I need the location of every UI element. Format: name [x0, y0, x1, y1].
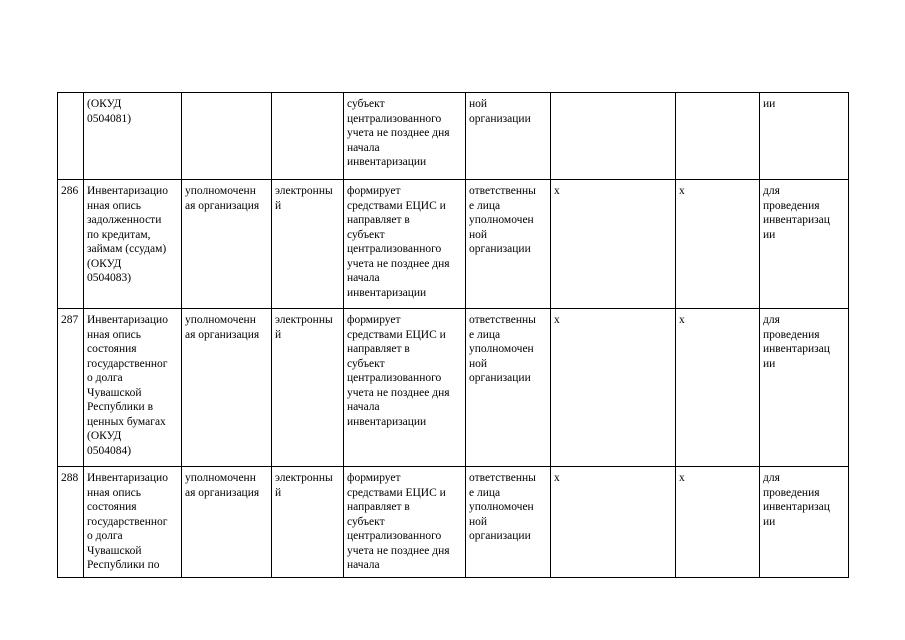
procedure-cell: формирует средствами ЕЦИС и направляет в субъект централизованного учета не позднее дня начала инвентаризации	[344, 309, 466, 467]
purpose-cell: ии	[760, 93, 849, 180]
procedure-cell: формирует средствами ЕЦИС и направляет в субъект централизованного учета не позднее дня начала инвентаризации	[344, 180, 466, 309]
document-name-cell: Инвентаризацио нная опись задолженности по кредитам, займам (ссудам) (ОКУД 0504083)	[84, 180, 182, 309]
form-cell	[272, 93, 344, 180]
document-name-cell: Инвентаризацио нная опись состояния государственног о долга Чувашской Республики по	[84, 467, 182, 578]
row-number-cell: 287	[58, 309, 84, 467]
document-table	[57, 92, 849, 578]
column-8-cell	[676, 93, 760, 180]
row-number-cell	[58, 93, 84, 180]
purpose-cell: для проведения инвентаризац ии	[760, 467, 849, 578]
column-7-cell: х	[551, 467, 676, 578]
document-name-cell: Инвентаризацио нная опись состояния государственног о долга Чувашской Республики в ценных бумагах (ОКУД 0504084)	[84, 309, 182, 467]
column-7-cell: х	[551, 180, 676, 309]
table-row	[58, 467, 849, 578]
table-row	[58, 309, 849, 467]
column-7-cell	[551, 93, 676, 180]
signers-cell: ответственны е лица уполномочен ной организации	[466, 467, 551, 578]
purpose-cell: для проведения инвентаризац ии	[760, 309, 849, 467]
document-name-cell: (ОКУД 0504081)	[84, 93, 182, 180]
column-8-cell: х	[676, 180, 760, 309]
row-number-cell: 288	[58, 467, 84, 578]
procedure-cell: формирует средствами ЕЦИС и направляет в субъект централизованного учета не позднее дня начала	[344, 467, 466, 578]
executor-cell: уполномоченн ая организация	[182, 467, 272, 578]
table-row	[58, 93, 849, 180]
form-cell: электронны й	[272, 309, 344, 467]
executor-cell: уполномоченн ая организация	[182, 309, 272, 467]
column-8-cell: х	[676, 309, 760, 467]
column-7-cell: х	[551, 309, 676, 467]
form-cell: электронны й	[272, 467, 344, 578]
row-number-cell: 286	[58, 180, 84, 309]
column-8-cell: х	[676, 467, 760, 578]
executor-cell: уполномоченн ая организация	[182, 180, 272, 309]
signers-cell: ответственны е лица уполномочен ной организации	[466, 309, 551, 467]
procedure-cell: субъект централизованного учета не позднее дня начала инвентаризации	[344, 93, 466, 180]
executor-cell	[182, 93, 272, 180]
form-cell: электронны й	[272, 180, 344, 309]
purpose-cell: для проведения инвентаризац ии	[760, 180, 849, 309]
table-row	[58, 180, 849, 309]
signers-cell: ответственны е лица уполномочен ной организации	[466, 180, 551, 309]
signers-cell: ной организации	[466, 93, 551, 180]
